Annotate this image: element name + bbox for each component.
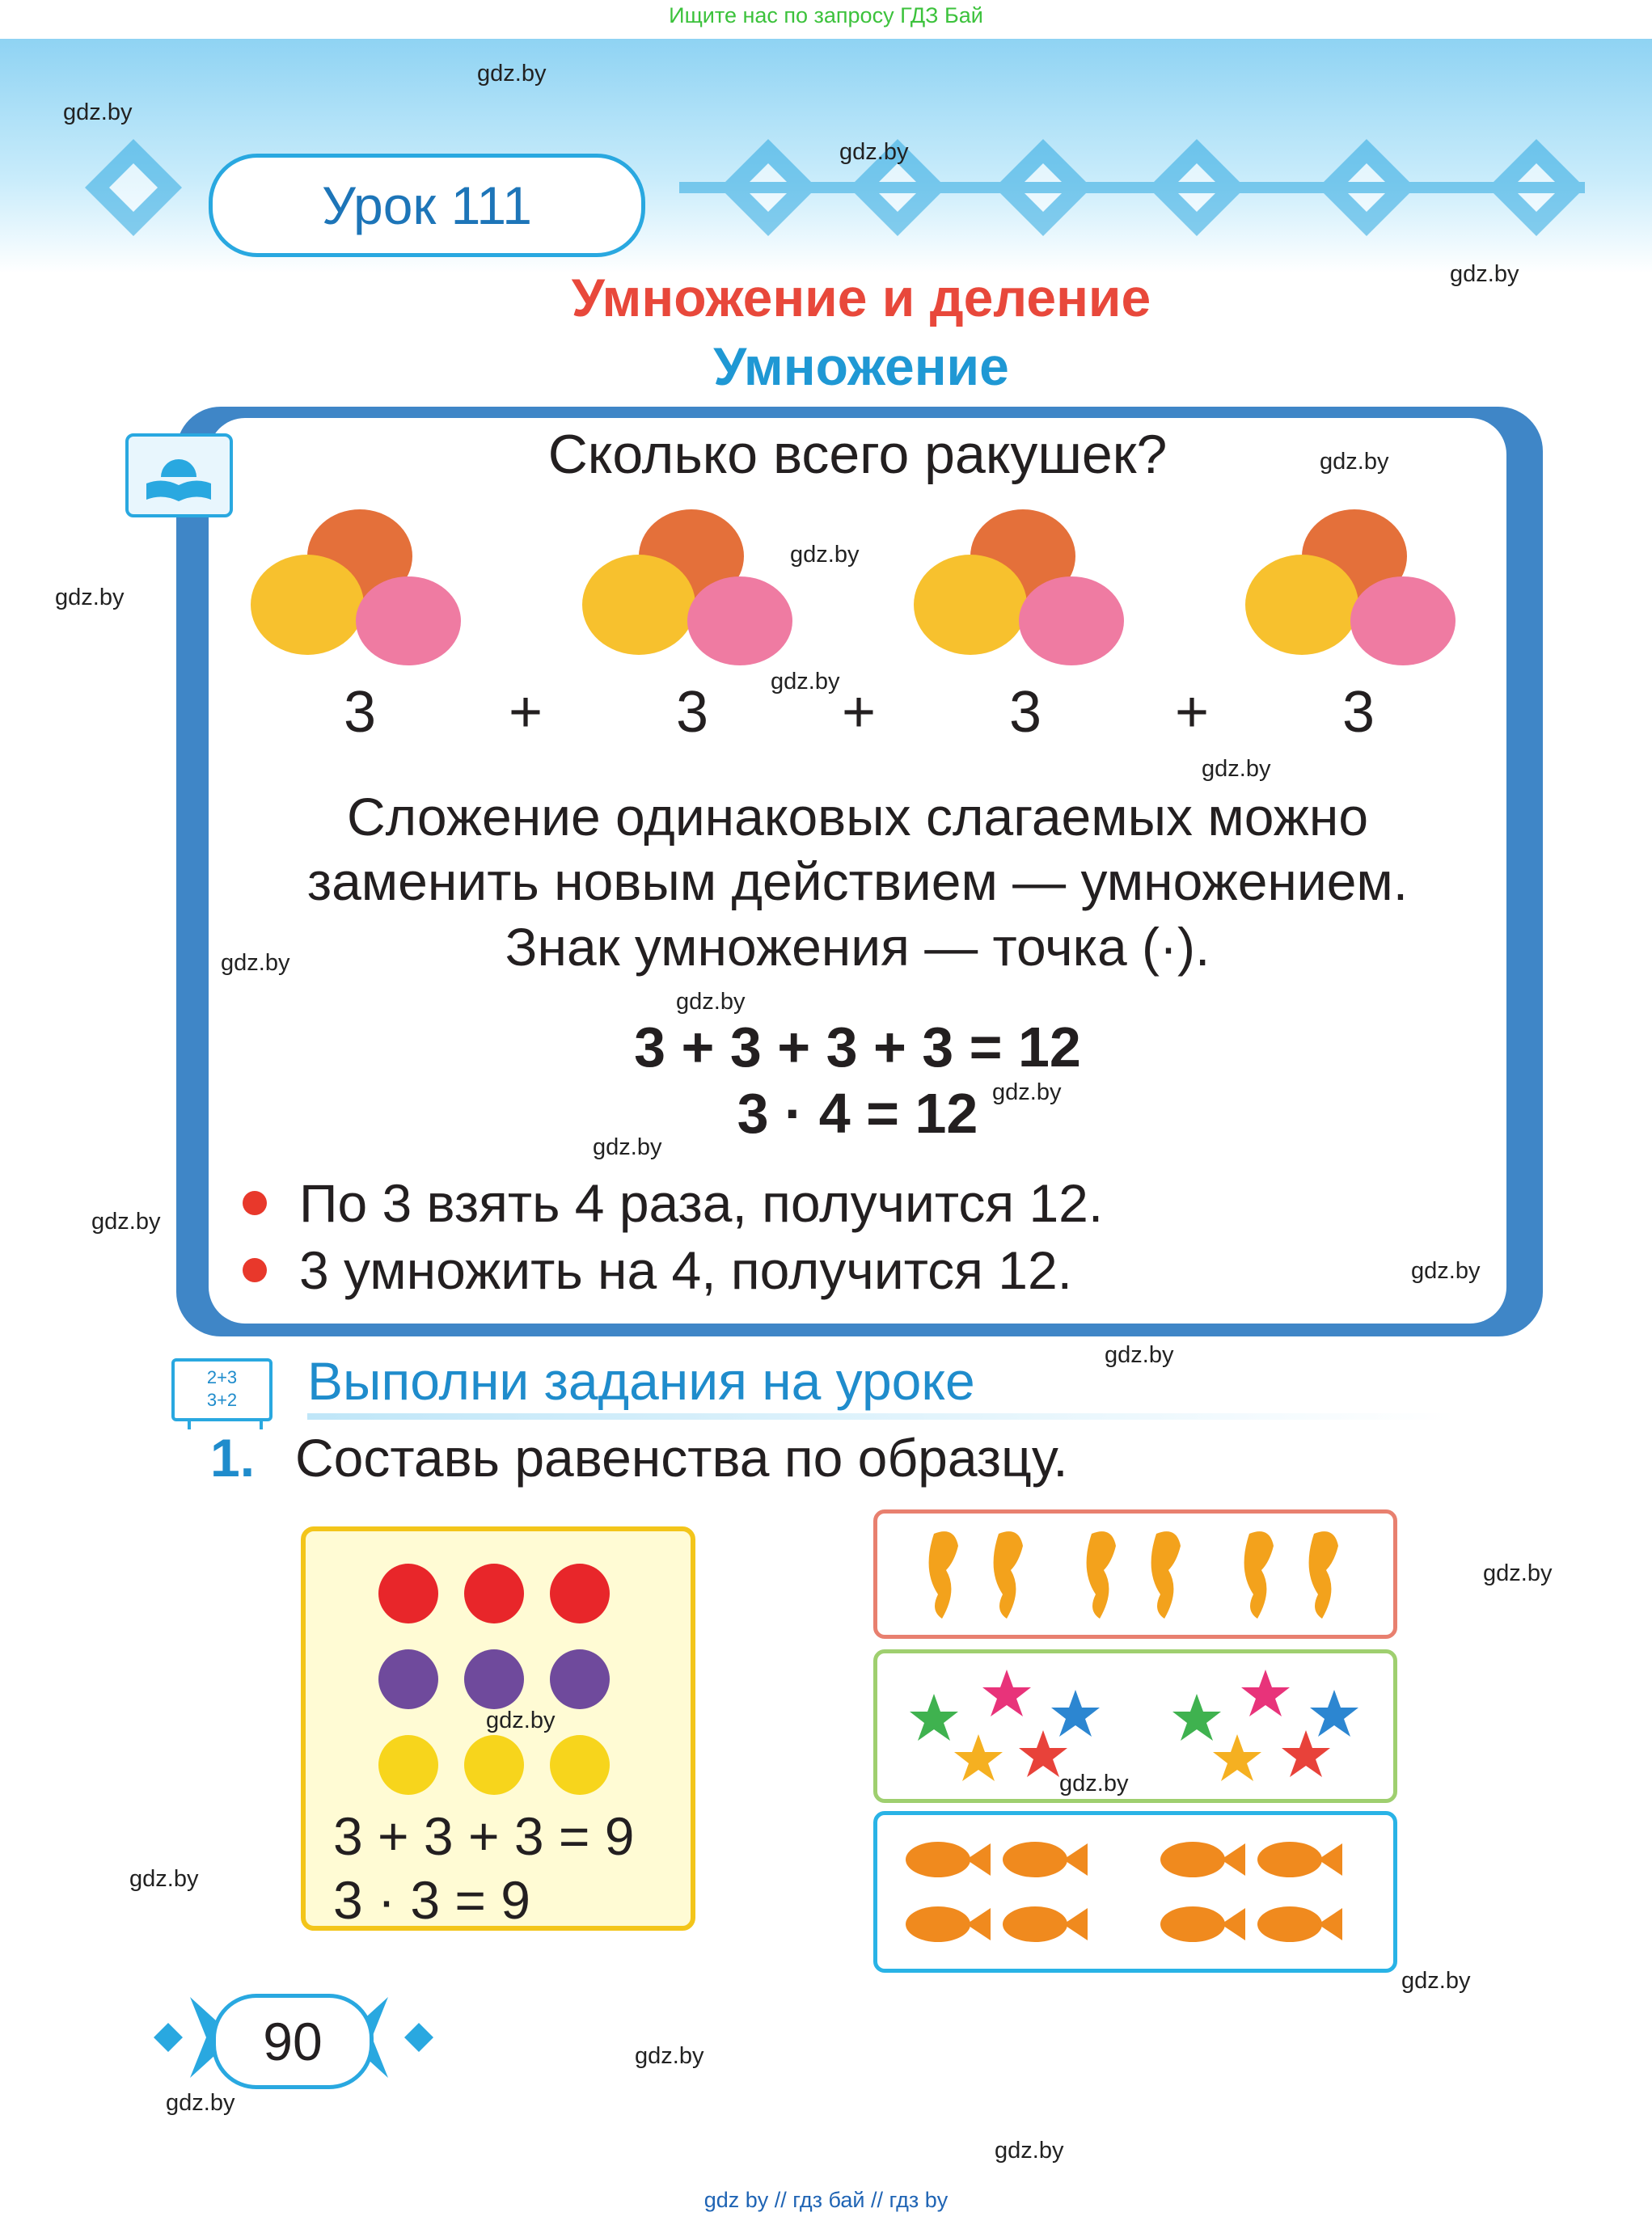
dot-yellow bbox=[550, 1735, 610, 1795]
example-equation-product: 3 · 3 = 9 bbox=[333, 1870, 530, 1930]
watermark: gdz.by bbox=[63, 99, 133, 125]
watermark: gdz.by bbox=[1320, 449, 1389, 475]
term-3: 3 bbox=[1008, 680, 1042, 745]
bullet-dot bbox=[243, 1258, 267, 1282]
watermark: gdz.by bbox=[486, 1708, 556, 1733]
page-subtitle: Умножение bbox=[713, 336, 1009, 396]
watermark: gdz.by bbox=[1411, 1258, 1481, 1284]
watermark: gdz.by bbox=[1401, 1968, 1471, 1994]
watermark: gdz.by bbox=[221, 950, 290, 976]
watermark: gdz.by bbox=[790, 542, 860, 568]
plus-3: + bbox=[1174, 680, 1210, 745]
watermark: gdz.by bbox=[635, 2043, 704, 2069]
dot-yellow bbox=[378, 1735, 438, 1795]
watermark: gdz.by bbox=[995, 2138, 1064, 2164]
dot-red bbox=[464, 1564, 524, 1623]
equation-product: 3 · 4 = 12 bbox=[737, 1082, 978, 1145]
watermark: gdz.by bbox=[166, 2090, 235, 2116]
task-text: Составь равенства по образцу. bbox=[295, 1428, 1068, 1488]
dot-yellow bbox=[464, 1735, 524, 1795]
top-note: Ищите нас по запросу ГДЗ Бай bbox=[669, 3, 983, 27]
watermark: gdz.by bbox=[593, 1134, 662, 1160]
rule-line-2: заменить новым действием — умножением. bbox=[306, 851, 1409, 911]
board-icon bbox=[171, 1358, 273, 1421]
plus-1: + bbox=[508, 680, 543, 745]
board-icon-line-1: 2+3 bbox=[206, 1367, 238, 1387]
watermark: gdz.by bbox=[1483, 1560, 1553, 1586]
bullet-dot bbox=[243, 1191, 267, 1215]
page-title: Умножение и деление bbox=[571, 268, 1151, 327]
term-4: 3 bbox=[1341, 680, 1375, 745]
page-number: 90 bbox=[212, 1994, 374, 2089]
watermark: gdz.by bbox=[477, 61, 547, 87]
equation-sum: 3 + 3 + 3 + 3 = 12 bbox=[634, 1015, 1081, 1079]
seahorses-picture bbox=[877, 1514, 1395, 1635]
watermark: gdz.by bbox=[1202, 756, 1271, 782]
shells-group-3 bbox=[910, 500, 1136, 678]
starfish-box bbox=[873, 1649, 1397, 1803]
watermark: gdz.by bbox=[771, 669, 840, 695]
seahorses-box bbox=[873, 1509, 1397, 1639]
theory-question: Сколько всего ракушек? bbox=[547, 424, 1168, 485]
plus-2: + bbox=[841, 680, 877, 745]
watermark: gdz.by bbox=[839, 139, 909, 165]
dot-purple bbox=[378, 1649, 438, 1709]
rule-line-1: Сложение одинаковых слагаемых можно bbox=[346, 787, 1369, 847]
term-2: 3 bbox=[675, 680, 709, 745]
dot-purple bbox=[550, 1649, 610, 1709]
watermark: gdz.by bbox=[992, 1079, 1062, 1105]
footer-links: gdz by // гдз бай // гдз by bbox=[703, 2188, 949, 2212]
shells-group-4 bbox=[1241, 500, 1468, 678]
watermark: gdz.by bbox=[1450, 261, 1519, 287]
term-1: 3 bbox=[343, 680, 377, 745]
heading-underline bbox=[307, 1413, 1456, 1420]
watermark: gdz.by bbox=[1059, 1771, 1129, 1796]
example-equation-sum: 3 + 3 + 3 = 9 bbox=[333, 1806, 635, 1866]
bullet-text: По 3 взять 4 раза, получится 12. bbox=[299, 1173, 1104, 1233]
task-number: 1. bbox=[210, 1428, 256, 1488]
lesson-badge: Урок 111 bbox=[209, 154, 645, 257]
bullet-1 bbox=[243, 1172, 1103, 1234]
dot-purple bbox=[464, 1649, 524, 1709]
goldfish-picture bbox=[877, 1815, 1395, 1969]
watermark: gdz.by bbox=[91, 1209, 161, 1235]
board-icon-line-2: 3+2 bbox=[206, 1390, 238, 1410]
bullet-2 bbox=[243, 1239, 1072, 1301]
watermark: gdz.by bbox=[1105, 1342, 1174, 1368]
tasks-heading: Выполни задания на уроке bbox=[307, 1351, 975, 1411]
shells-group-1 bbox=[247, 500, 473, 678]
dot-red bbox=[550, 1564, 610, 1623]
goldfish-box bbox=[873, 1811, 1397, 1973]
watermark: gdz.by bbox=[129, 1866, 199, 1892]
starfish-picture bbox=[877, 1653, 1395, 1799]
rule-line-3: Знак умножения — точка (·). bbox=[505, 917, 1210, 977]
watermark: gdz.by bbox=[676, 989, 746, 1015]
bullet-text: 3 умножить на 4, получится 12. bbox=[299, 1240, 1073, 1300]
shells-group-2 bbox=[578, 500, 805, 678]
watermark: gdz.by bbox=[55, 585, 125, 610]
dot-red bbox=[378, 1564, 438, 1623]
